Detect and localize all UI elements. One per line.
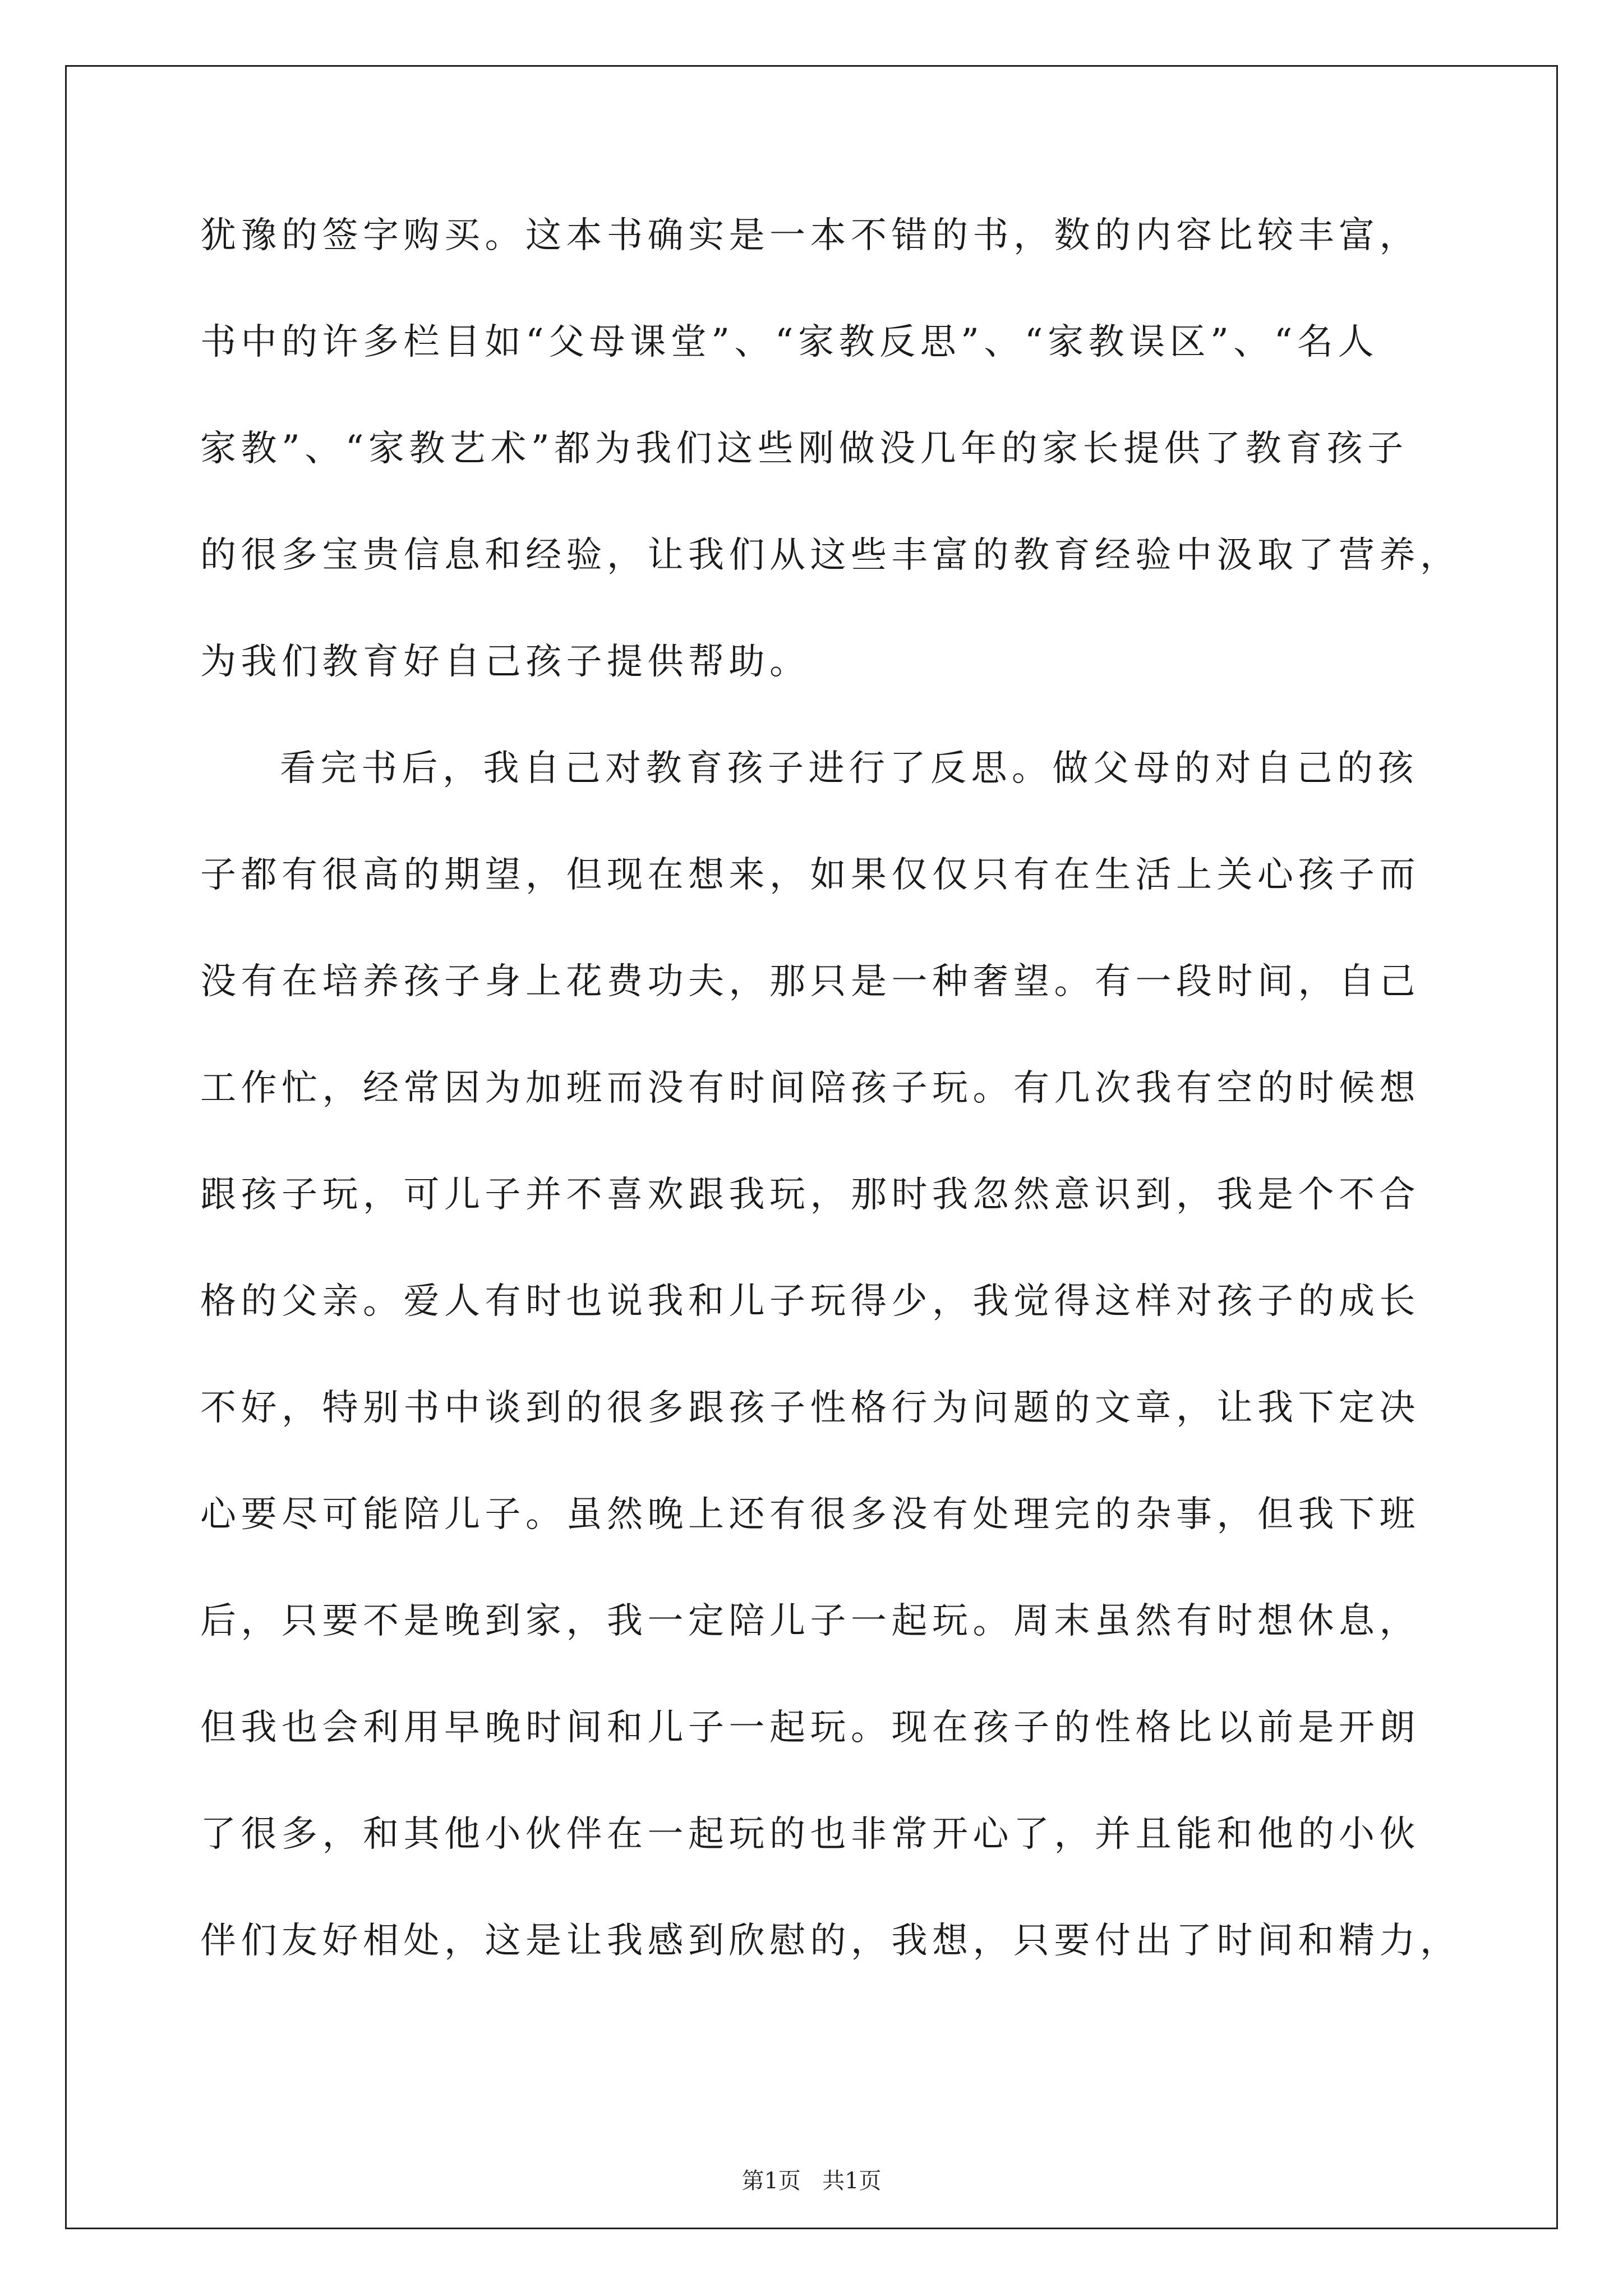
text-line: 伴们友好相处，这是让我感到欣慰的，我想，只要付出了时间和精力， — [200, 1920, 1461, 1962]
text-line: 后，只要不是晚到家，我一定陪儿子一起玩。周末虽然有时想休息， — [200, 1600, 1420, 1642]
text-line: 家教”、“家教艺术”都为我们这些刚做没几年的家长提供了教育孩子 — [200, 428, 1408, 470]
text-line: 跟孩子玩，可儿子并不喜欢跟我玩，那时我忽然意识到，我是个不合 — [200, 1174, 1420, 1216]
page-border — [65, 65, 1558, 2229]
text-line: 子都有很高的期望，但现在想来，如果仅仅只有在生活上关心孩子而 — [200, 854, 1420, 896]
text-line: 但我也会利用早晚时间和儿子一起玩。现在孩子的性格比以前是开朗 — [200, 1707, 1420, 1749]
text-line: 工作忙，经常因为加班而没有时间陪孩子玩。有几次我有空的时候想 — [200, 1068, 1420, 1109]
page-footer — [0, 2164, 1623, 2198]
paragraph-first-line: 看完书后，我自己对教育孩子进行了反思。做父母的对自己的孩 — [280, 748, 1418, 789]
text-line: 了很多，和其他小伙伴在一起玩的也非常开心了，并且能和他的小伙 — [200, 1814, 1420, 1855]
page-total: 共1页 — [822, 2168, 882, 2194]
text-line: 犹豫的签字购买。这本书确实是一本不错的书，数的内容比较丰富， — [200, 215, 1420, 256]
page-number: 第1页 — [741, 2168, 801, 2194]
text-line: 书中的许多栏目如“父母课堂”、“家教反思”、“家教误区”、“名人 — [200, 321, 1379, 363]
text-line: 的很多宝贵信息和经验，让我们从这些丰富的教育经验中汲取了营养， — [200, 535, 1461, 576]
text-line: 心要尽可能陪儿子。虽然晚上还有很多没有处理完的杂事，但我下班 — [200, 1494, 1420, 1535]
text-line: 不好，特别书中谈到的很多跟孩子性格行为问题的文章，让我下定决 — [200, 1387, 1420, 1429]
text-line: 为我们教育好自己孩子提供帮助。 — [200, 641, 810, 683]
text-line: 没有在培养孩子身上花费功夫，那只是一种奢望。有一段时间，自己 — [200, 961, 1420, 1002]
text-line: 格的父亲。爱人有时也说我和儿子玩得少，我觉得这样对孩子的成长 — [200, 1281, 1420, 1322]
